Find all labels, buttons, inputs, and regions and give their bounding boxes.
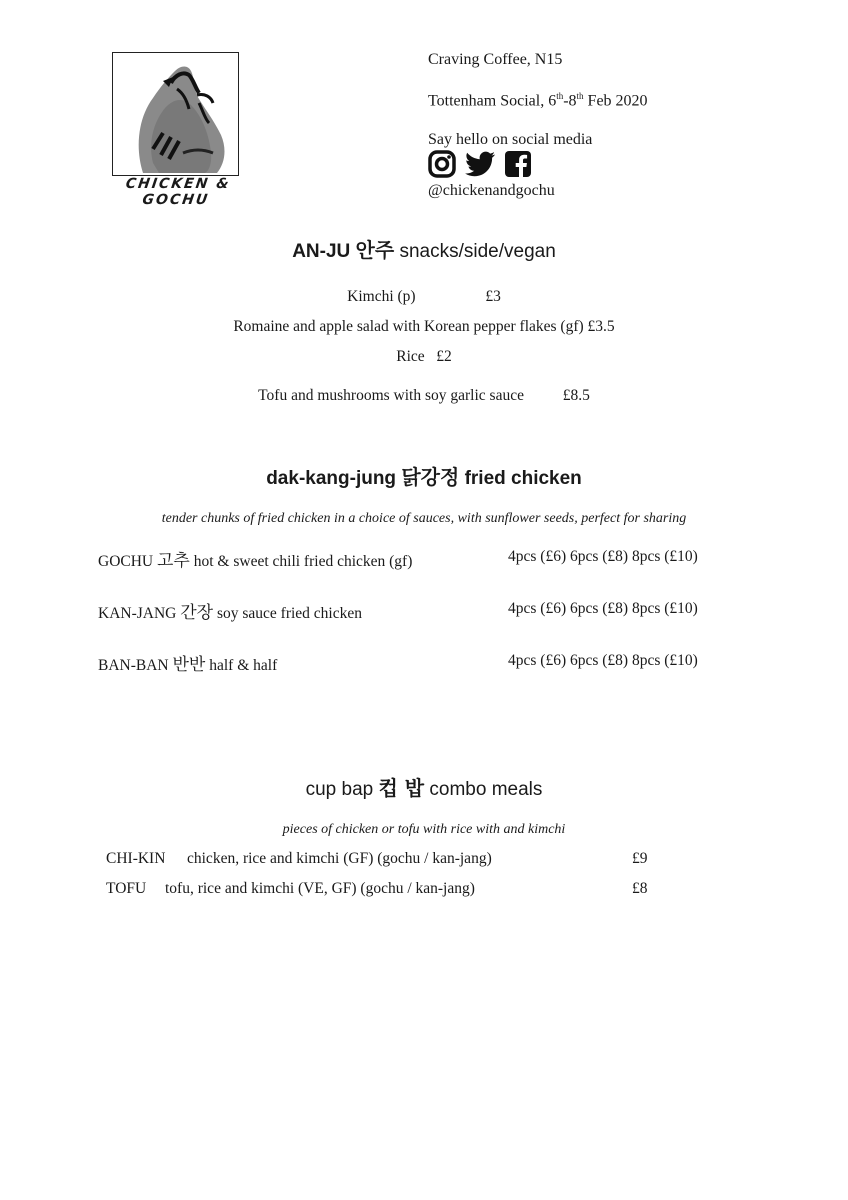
facebook-icon[interactable] [504, 150, 532, 178]
menu-item-salad: Romaine and apple salad with Korean pepper flakes (gf) £3.5 [233, 318, 615, 335]
section-title-anju: AN-JU 안주 snacks/side/vegan [292, 238, 556, 262]
chicken-item-kanjang: KAN-JANG 간장 soy sauce fried chicken [98, 603, 363, 623]
logo-frame [112, 52, 239, 176]
cupbap-item-desc-tofu: tofu, rice and kimchi (VE, GF) (gochu / kan-jang) [165, 880, 475, 897]
section-subtitle-cupbap: pieces of chicken or tofu with rice with and kimchi [282, 822, 566, 837]
chicken-item-gochu: GOCHU 고추 hot & sweet chili fried chicken (gf) [98, 551, 413, 571]
chicken-illustration [113, 53, 237, 174]
chicken-price-gochu: 4pcs (£6) 6pcs (£8) 8pcs (£10) [508, 548, 698, 565]
event-dates: Tottenham Social, 6th-8th Feb 2020 [428, 91, 648, 110]
social-icon-row [428, 150, 532, 178]
cupbap-item-name-chikin: CHI-KIN [106, 850, 166, 867]
social-heading: Say hello on social media [428, 131, 593, 148]
menu-item-rice: Rice £2 [396, 348, 452, 365]
section-title-dakkangjung: dak-kang-jung 닭강정 fried chicken [266, 465, 582, 489]
chicken-price-kanjang: 4pcs (£6) 6pcs (£8) 8pcs (£10) [508, 600, 698, 617]
instagram-icon[interactable] [428, 150, 456, 178]
chicken-price-banban: 4pcs (£6) 6pcs (£8) 8pcs (£10) [508, 652, 698, 669]
twitter-icon[interactable] [464, 151, 496, 178]
cupbap-item-name-tofu: TOFU [106, 880, 147, 897]
cupbap-item-price-tofu: £8 [632, 880, 648, 897]
cupbap-item-desc-chikin: chicken, rice and kimchi (GF) (gochu / kan-jang) [187, 850, 492, 867]
menu-item-tofu-mushrooms: Tofu and mushrooms with soy garlic sauce £8.5 [258, 387, 590, 404]
logo-wordmark: CHICKEN & GOCHU [124, 176, 232, 208]
cupbap-item-price-chikin: £9 [632, 850, 648, 867]
menu-item-kimchi: Kimchi (p) £3 [347, 288, 501, 305]
social-handle: @chickenandgochu [428, 182, 555, 199]
section-subtitle-chicken: tender chunks of fried chicken in a choice of sauces, with sunflower seeds, perfect for sharing [161, 511, 687, 526]
section-title-cupbap: cup bap 컵 밥 combo meals [305, 776, 543, 800]
venue-location: Craving Coffee, N15 [428, 51, 563, 68]
chicken-item-banban: BAN-BAN 반반 half & half [98, 655, 278, 675]
